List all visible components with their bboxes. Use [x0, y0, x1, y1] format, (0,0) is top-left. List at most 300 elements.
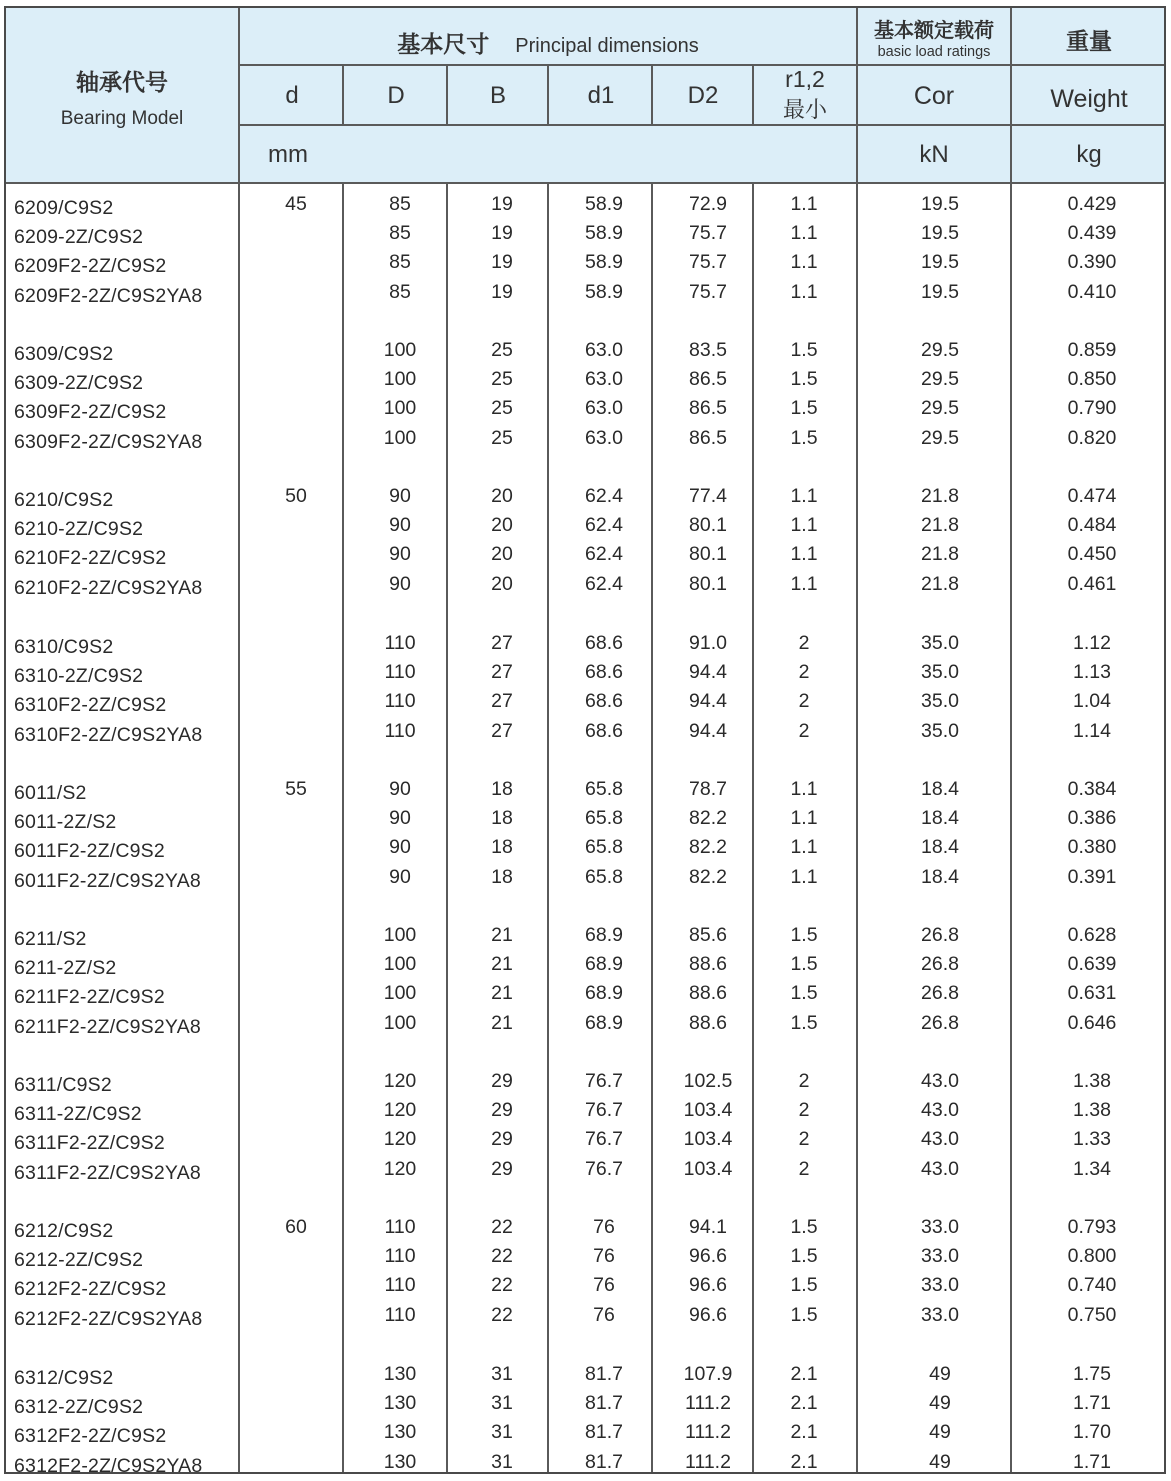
- cell-B: 31: [491, 1451, 513, 1473]
- bearing-model-cell: 6310/C9S2: [14, 636, 114, 658]
- cell-cor: 18.4: [921, 836, 959, 858]
- bore-d-cell: 50: [285, 485, 307, 507]
- cell-d1: 65.8: [585, 866, 623, 888]
- cell-r: 1.1: [790, 485, 818, 507]
- bearing-model-cell: 6211-2Z/S2: [14, 957, 117, 979]
- cell-r: 1.1: [790, 778, 818, 800]
- cell-B: 19: [491, 222, 513, 244]
- table-row: [4, 540, 1166, 569]
- cell-D2: 94.4: [689, 720, 727, 742]
- cell-D: 90: [389, 573, 411, 595]
- cell-w: 0.450: [1067, 543, 1117, 565]
- cell-B: 21: [491, 924, 513, 946]
- table-row: [4, 629, 1166, 658]
- table-row: [4, 1271, 1166, 1300]
- bearing-model-cell: 6210F2-2Z/C9S2: [14, 547, 167, 569]
- cell-w: 0.390: [1067, 251, 1117, 273]
- bore-d-cell: 55: [285, 778, 307, 800]
- cell-r: 2: [798, 1158, 810, 1180]
- cell-D: 110: [384, 632, 416, 654]
- cell-B: 29: [491, 1158, 513, 1180]
- cell-w: 0.429: [1067, 193, 1117, 215]
- cell-D2: 103.4: [683, 1128, 733, 1150]
- cell-w: 0.410: [1067, 281, 1117, 303]
- cell-B: 22: [491, 1304, 513, 1326]
- table-row: [4, 278, 1166, 307]
- cell-w: 0.439: [1067, 222, 1117, 244]
- cell-cor: 43.0: [921, 1070, 959, 1092]
- cell-w: 1.33: [1073, 1128, 1111, 1150]
- bearing-model-cell: 6209-2Z/C9S2: [14, 226, 144, 248]
- table-row: [4, 1067, 1166, 1096]
- table-row: [4, 570, 1166, 599]
- cell-d1: 62.4: [585, 543, 623, 565]
- cell-B: 21: [491, 982, 513, 1004]
- cell-r: 2: [798, 632, 810, 654]
- cell-D2: 85.6: [689, 924, 727, 946]
- unit-kg: kg: [1076, 141, 1102, 168]
- cell-d1: 62.4: [585, 514, 623, 536]
- cell-cor: 21.8: [921, 485, 959, 507]
- cell-cor: 29.5: [921, 397, 959, 419]
- cell-cor: 26.8: [921, 1012, 959, 1034]
- cell-d1: 65.8: [585, 807, 623, 829]
- table-row: [4, 1213, 1166, 1242]
- table-row: [4, 1009, 1166, 1038]
- cell-D2: 77.4: [689, 485, 727, 507]
- cell-d1: 68.6: [585, 661, 623, 683]
- cell-d1: 81.7: [585, 1421, 623, 1443]
- bearing-model-cell: 6209/C9S2: [14, 197, 114, 219]
- bore-d-cell: 45: [285, 193, 307, 215]
- bearing-model-cell: 6310-2Z/C9S2: [14, 665, 144, 687]
- table-row: [4, 658, 1166, 687]
- cell-w: 0.790: [1067, 397, 1117, 419]
- table-row: [4, 687, 1166, 716]
- cell-w: 1.12: [1073, 632, 1111, 654]
- cell-B: 20: [491, 543, 513, 565]
- cell-d1: 76: [593, 1216, 615, 1238]
- cell-d1: 76.7: [585, 1070, 623, 1092]
- bearing-model-cell: 6209F2-2Z/C9S2: [14, 255, 167, 277]
- cell-cor: 18.4: [921, 807, 959, 829]
- table-row: [4, 365, 1166, 394]
- bearing-model-cell: 6309F2-2Z/C9S2: [14, 401, 167, 423]
- cell-cor: 43.0: [921, 1128, 959, 1150]
- cell-cor: 18.4: [921, 866, 959, 888]
- cell-cor: 19.5: [921, 281, 959, 303]
- cell-D: 90: [389, 836, 411, 858]
- cell-cor: 26.8: [921, 924, 959, 946]
- bearing-model-cell: 6011-2Z/S2: [14, 811, 117, 833]
- cell-d1: 63.0: [585, 368, 623, 390]
- cell-w: 0.380: [1067, 836, 1117, 858]
- bearing-group: [4, 190, 1166, 306]
- cell-B: 31: [491, 1421, 513, 1443]
- bearing-model-cell: 6212-2Z/C9S2: [14, 1249, 144, 1271]
- cell-D2: 88.6: [689, 1012, 727, 1034]
- table-row: [4, 1418, 1166, 1447]
- cell-cor: 35.0: [921, 720, 959, 742]
- cell-D2: 88.6: [689, 982, 727, 1004]
- cell-D: 110: [384, 690, 416, 712]
- cell-w: 0.384: [1067, 778, 1117, 800]
- cell-d1: 76: [593, 1304, 615, 1326]
- cell-w: 1.70: [1073, 1421, 1111, 1443]
- cell-d1: 68.9: [585, 953, 623, 975]
- bearing-model-cell: 6011F2-2Z/C9S2YA8: [14, 870, 201, 892]
- bearing-model-cn-heading: 轴承代号: [76, 70, 168, 96]
- table-row: [4, 1096, 1166, 1125]
- cell-d1: 81.7: [585, 1363, 623, 1385]
- cell-d1: 81.7: [585, 1392, 623, 1414]
- cell-d1: 76: [593, 1274, 615, 1296]
- bearing-group: [4, 1067, 1166, 1183]
- cell-w: 0.793: [1067, 1216, 1117, 1238]
- cell-D: 130: [383, 1392, 417, 1414]
- cell-D: 110: [384, 1274, 416, 1296]
- cell-cor: 19.5: [921, 193, 959, 215]
- cell-B: 31: [491, 1363, 513, 1385]
- table-row: [4, 424, 1166, 453]
- cell-r: 1.1: [790, 281, 818, 303]
- cell-D2: 96.6: [689, 1304, 727, 1326]
- cell-B: 22: [491, 1216, 513, 1238]
- table-row: [4, 1242, 1166, 1271]
- cell-r: 1.5: [790, 339, 818, 361]
- cell-r: 1.5: [790, 953, 818, 975]
- weight-cn-heading: 重量: [1066, 29, 1112, 55]
- cell-D2: 94.4: [689, 661, 727, 683]
- bearing-group: [4, 336, 1166, 452]
- cell-D: 130: [383, 1363, 417, 1385]
- cell-r: 1.1: [790, 193, 818, 215]
- cell-D2: 86.5: [689, 427, 727, 449]
- cell-cor: 49: [929, 1363, 951, 1385]
- cell-B: 25: [491, 368, 513, 390]
- cell-cor: 21.8: [921, 543, 959, 565]
- cell-cor: 21.8: [921, 514, 959, 536]
- bore-d-cell: 60: [285, 1216, 307, 1238]
- cell-w: 0.474: [1067, 485, 1117, 507]
- cell-cor: 21.8: [921, 573, 959, 595]
- table-row: [4, 804, 1166, 833]
- cell-w: 0.750: [1067, 1304, 1117, 1326]
- bearing-model-cell: 6312-2Z/C9S2: [14, 1396, 144, 1418]
- cell-r: 1.1: [790, 514, 818, 536]
- table-row: [4, 1389, 1166, 1418]
- cell-d1: 76.7: [585, 1158, 623, 1180]
- cell-r: 1.1: [790, 222, 818, 244]
- cell-d1: 63.0: [585, 339, 623, 361]
- cell-D2: 83.5: [689, 339, 727, 361]
- bearing-group: [4, 482, 1166, 598]
- bearing-model-cell: 6309-2Z/C9S2: [14, 372, 144, 394]
- cell-w: 0.740: [1067, 1274, 1117, 1296]
- cell-r: 2: [798, 690, 810, 712]
- cell-D: 100: [383, 924, 417, 946]
- cell-r: 1.5: [790, 368, 818, 390]
- cell-cor: 49: [929, 1392, 951, 1414]
- bearing-model-cell: 6211F2-2Z/C9S2YA8: [14, 1016, 201, 1038]
- cell-D: 90: [389, 778, 411, 800]
- cell-cor: 49: [929, 1421, 951, 1443]
- cell-D2: 82.2: [689, 807, 727, 829]
- table-row: [4, 1301, 1166, 1330]
- cell-B: 20: [491, 573, 513, 595]
- cell-B: 20: [491, 485, 513, 507]
- bearing-group: [4, 1360, 1166, 1476]
- cell-B: 18: [491, 778, 513, 800]
- cell-cor: 29.5: [921, 368, 959, 390]
- cell-D: 85: [389, 222, 411, 244]
- cell-cor: 26.8: [921, 953, 959, 975]
- cell-D2: 75.7: [689, 281, 727, 303]
- cell-d1: 81.7: [585, 1451, 623, 1473]
- cell-r: 2: [798, 720, 810, 742]
- cell-d1: 63.0: [585, 397, 623, 419]
- cell-D: 110: [384, 1216, 416, 1238]
- cell-w: 1.04: [1073, 690, 1111, 712]
- bearing-model-cell: 6311F2-2Z/C9S2: [14, 1132, 165, 1154]
- cell-cor: 26.8: [921, 982, 959, 1004]
- load-ratings-cn-heading: 基本额定载荷: [874, 18, 994, 42]
- bearing-group: [4, 1213, 1166, 1329]
- bearing-group: [4, 775, 1166, 891]
- cell-cor: 49: [929, 1451, 951, 1473]
- cell-D2: 111.2: [685, 1392, 731, 1414]
- table-body: [4, 184, 1166, 1477]
- bearing-model-cell: 6312F2-2Z/C9S2: [14, 1425, 167, 1447]
- cell-r: 1.5: [790, 1274, 818, 1296]
- cell-r: 1.1: [790, 251, 818, 273]
- cell-w: 0.391: [1067, 866, 1117, 888]
- principal-dimensions-heading: [240, 26, 856, 59]
- cell-D: 100: [383, 1012, 417, 1034]
- cell-w: 0.628: [1067, 924, 1117, 946]
- cell-w: 1.71: [1073, 1451, 1111, 1473]
- cell-D2: 80.1: [689, 514, 727, 536]
- cell-r: 1.5: [790, 982, 818, 1004]
- table-row: [4, 482, 1166, 511]
- cell-w: 0.800: [1067, 1245, 1117, 1267]
- principal-dimensions-en: Principal dimensions: [515, 35, 699, 57]
- cell-cor: 33.0: [921, 1304, 959, 1326]
- cell-D2: 103.4: [683, 1158, 733, 1180]
- cell-w: 1.75: [1073, 1363, 1111, 1385]
- cell-cor: 35.0: [921, 661, 959, 683]
- cell-D: 120: [383, 1099, 417, 1121]
- col-header-d1: d1: [587, 82, 615, 109]
- cell-r: 1.1: [790, 836, 818, 858]
- cell-r: 1.5: [790, 1012, 818, 1034]
- cell-D2: 82.2: [689, 836, 727, 858]
- table-row: [4, 511, 1166, 540]
- cell-w: 0.639: [1067, 953, 1117, 975]
- cell-B: 21: [491, 953, 513, 975]
- cell-B: 27: [491, 632, 513, 654]
- cell-D: 90: [389, 866, 411, 888]
- table-row: [4, 1360, 1166, 1389]
- cell-d1: 76.7: [585, 1128, 623, 1150]
- bearing-model-cell: 6310F2-2Z/C9S2YA8: [14, 724, 203, 746]
- cell-r: 2.1: [790, 1392, 818, 1414]
- cell-D2: 96.6: [689, 1274, 727, 1296]
- cell-d1: 58.9: [585, 281, 623, 303]
- cell-d1: 68.9: [585, 982, 623, 1004]
- cell-d1: 76: [593, 1245, 615, 1267]
- cell-d1: 68.6: [585, 720, 623, 742]
- cell-B: 18: [491, 866, 513, 888]
- bearing-model-cell: 6211/S2: [14, 928, 87, 950]
- bearing-model-cell: 6312F2-2Z/C9S2YA8: [14, 1455, 203, 1477]
- bearing-model-cell: 6011F2-2Z/C9S2: [14, 840, 165, 862]
- col-header-cor: Cor: [913, 82, 955, 110]
- table-row: [4, 921, 1166, 950]
- cell-D: 120: [383, 1128, 417, 1150]
- table-row: [4, 1125, 1166, 1154]
- col-header-B: B: [489, 82, 506, 109]
- cell-r: 2.1: [790, 1451, 818, 1473]
- bearing-model-cell: 6310F2-2Z/C9S2: [14, 694, 167, 716]
- cell-cor: 33.0: [921, 1245, 959, 1267]
- bearing-model-cell: 6311F2-2Z/C9S2YA8: [14, 1162, 201, 1184]
- bearing-model-cell: 6212/C9S2: [14, 1220, 114, 1242]
- table-row: [4, 775, 1166, 804]
- cell-D2: 75.7: [689, 222, 727, 244]
- cell-r: 1.5: [790, 397, 818, 419]
- unit-kn: kN: [919, 141, 949, 168]
- cell-d1: 68.6: [585, 690, 623, 712]
- cell-cor: 35.0: [921, 632, 959, 654]
- cell-B: 20: [491, 514, 513, 536]
- cell-d1: 58.9: [585, 222, 623, 244]
- table-row: [4, 1155, 1166, 1184]
- cell-cor: 29.5: [921, 339, 959, 361]
- cell-B: 22: [491, 1274, 513, 1296]
- cell-D2: 80.1: [689, 543, 727, 565]
- cell-D2: 78.7: [689, 778, 727, 800]
- cell-D2: 96.6: [689, 1245, 727, 1267]
- cell-w: 0.646: [1067, 1012, 1117, 1034]
- cell-r: 1.5: [790, 1245, 818, 1267]
- cell-r: 2.1: [790, 1363, 818, 1385]
- cell-D2: 107.9: [683, 1363, 733, 1385]
- cell-D: 100: [383, 427, 417, 449]
- table-row: [4, 219, 1166, 248]
- cell-cor: 43.0: [921, 1158, 959, 1180]
- cell-B: 21: [491, 1012, 513, 1034]
- bearing-model-cell: 6211F2-2Z/C9S2: [14, 986, 165, 1008]
- cell-B: 27: [491, 661, 513, 683]
- cell-r: 2: [798, 1128, 810, 1150]
- cell-D2: 86.5: [689, 397, 727, 419]
- bearing-model-en-heading: Bearing Model: [60, 108, 184, 129]
- bearing-model-cell: 6011/S2: [14, 782, 87, 804]
- cell-r: 1.1: [790, 866, 818, 888]
- table-row: [4, 394, 1166, 423]
- bearing-model-cell: 6212F2-2Z/C9S2: [14, 1278, 167, 1300]
- cell-cor: 35.0: [921, 690, 959, 712]
- cell-d1: 62.4: [585, 485, 623, 507]
- table-row: [4, 248, 1166, 277]
- cell-r: 2.1: [790, 1421, 818, 1443]
- col-header-D2: D2: [687, 82, 719, 109]
- bearing-model-cell: 6309F2-2Z/C9S2YA8: [14, 431, 203, 453]
- bearing-model-cell: 6210/C9S2: [14, 489, 114, 511]
- cell-B: 19: [491, 251, 513, 273]
- cell-w: 0.859: [1067, 339, 1117, 361]
- cell-D2: 94.4: [689, 690, 727, 712]
- cell-D: 100: [383, 339, 417, 361]
- cell-D: 110: [384, 1304, 416, 1326]
- cell-D: 90: [389, 485, 411, 507]
- cell-B: 25: [491, 427, 513, 449]
- cell-w: 0.631: [1067, 982, 1117, 1004]
- cell-B: 22: [491, 1245, 513, 1267]
- table-row: [4, 1448, 1166, 1477]
- cell-r: 1.5: [790, 427, 818, 449]
- cell-D2: 86.5: [689, 368, 727, 390]
- cell-D2: 111.2: [685, 1421, 731, 1443]
- cell-D2: 80.1: [689, 573, 727, 595]
- cell-r: 1.5: [790, 1216, 818, 1238]
- table-row: [4, 863, 1166, 892]
- cell-cor: 43.0: [921, 1099, 959, 1121]
- cell-d1: 65.8: [585, 778, 623, 800]
- bearing-model-cell: 6309/C9S2: [14, 343, 114, 365]
- cell-d1: 58.9: [585, 251, 623, 273]
- cell-cor: 33.0: [921, 1274, 959, 1296]
- cell-w: 1.13: [1073, 661, 1111, 683]
- table-row: [4, 833, 1166, 862]
- cell-D: 130: [383, 1421, 417, 1443]
- bearing-group: [4, 921, 1166, 1037]
- cell-d1: 58.9: [585, 193, 623, 215]
- cell-D: 100: [383, 368, 417, 390]
- cell-r: 1.5: [790, 1304, 818, 1326]
- cell-d1: 62.4: [585, 573, 623, 595]
- cell-D2: 91.0: [689, 632, 727, 654]
- cell-r: 1.1: [790, 543, 818, 565]
- cell-cor: 18.4: [921, 778, 959, 800]
- bearing-model-cell: 6209F2-2Z/C9S2YA8: [14, 285, 203, 307]
- table-row: [4, 190, 1166, 219]
- cell-D2: 103.4: [683, 1099, 733, 1121]
- cell-D: 120: [383, 1070, 417, 1092]
- bearing-group: [4, 629, 1166, 745]
- cell-B: 18: [491, 836, 513, 858]
- principal-dimensions-cn: 基本尺寸: [397, 32, 490, 58]
- cell-w: 1.38: [1073, 1099, 1111, 1121]
- cell-B: 29: [491, 1099, 513, 1121]
- cell-D: 85: [389, 193, 411, 215]
- cell-r: 1.5: [790, 924, 818, 946]
- load-ratings-en-heading: basic load ratings: [877, 44, 991, 60]
- cell-D2: 94.1: [689, 1216, 727, 1238]
- cell-D: 110: [384, 720, 416, 742]
- cell-D2: 111.2: [685, 1451, 731, 1473]
- bearing-model-cell: 6311-2Z/C9S2: [14, 1103, 142, 1125]
- bearing-model-cell: 6210-2Z/C9S2: [14, 518, 144, 540]
- bearing-model-cell: 6312/C9S2: [14, 1367, 114, 1389]
- cell-D2: 75.7: [689, 251, 727, 273]
- cell-B: 31: [491, 1392, 513, 1414]
- cell-d1: 65.8: [585, 836, 623, 858]
- cell-r: 2: [798, 661, 810, 683]
- cell-D: 85: [389, 251, 411, 273]
- table-row: [4, 950, 1166, 979]
